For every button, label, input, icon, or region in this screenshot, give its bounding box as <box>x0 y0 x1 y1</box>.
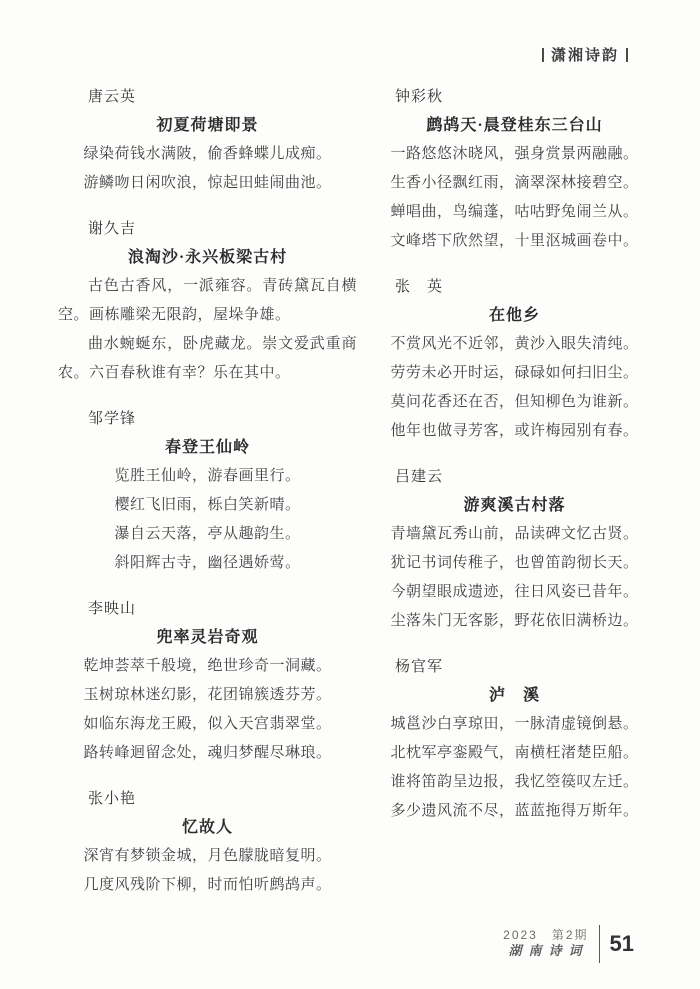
poem-section <box>365 462 664 636</box>
poem-author: 李映山 <box>88 600 137 617</box>
footer-divider <box>599 925 600 963</box>
poem-author: 吕建云 <box>395 468 444 485</box>
poem-author: 谢久吉 <box>88 220 137 237</box>
poem-title: 鹧鸪天·晨登桂东三台山 <box>426 117 603 134</box>
poem-line: 谁将笛韵呈边报，我忆箜篌叹左迁。 <box>390 774 639 790</box>
poem-title: 初夏荷塘即景 <box>156 117 259 134</box>
issue-label: 2023 第2期 <box>503 928 589 942</box>
poem-line: 生香小径飘红雨，滴翠深林接碧空。 <box>390 175 639 191</box>
poem-section <box>58 214 357 388</box>
poem-author: 钟彩秋 <box>395 88 444 105</box>
poem-line: 多少遗风流不尽，蓝蓝拖得万斯年。 <box>390 803 639 819</box>
section-header-title: 潇湘诗韵 <box>550 47 619 64</box>
poem-line: 文峰塔下欣然望，十里沤城画卷中。 <box>390 233 639 249</box>
poem-title: 泸 溪 <box>488 687 540 704</box>
poem-line: 他年也做寻芳客，或许梅园别有春。 <box>390 423 639 439</box>
poem-author: 唐云英 <box>88 88 137 105</box>
poem-line: 路转峰迴留念处，魂归梦醒尽琳琅。 <box>83 745 332 761</box>
poem-section <box>58 404 357 578</box>
page-number: 51 <box>609 931 634 956</box>
poem-line: 尘落朱门无客影，野花依旧满桥边。 <box>390 613 639 629</box>
poem-title: 游爽溪古村落 <box>463 497 566 514</box>
poem-line: 今朝望眼成遗迹，往日风姿已昔年。 <box>390 584 639 600</box>
page-header <box>0 44 628 65</box>
poem-line: 玉树琼林迷幻影，花团锦簇透芬芳。 <box>83 687 332 703</box>
header-bar-right-icon <box>626 48 628 62</box>
header-bar-left-icon <box>542 48 544 62</box>
poem-line: 乾坤荟萃千般境，绝世珍奇一洞藏。 <box>83 658 332 674</box>
poem-section <box>58 82 357 198</box>
poem-line: 蝉唱曲，鸟编蓬，咕咕野兔闹兰从。 <box>390 204 639 220</box>
poem-line: 览胜王仙岭，游春画里行。 <box>114 468 301 484</box>
poem-line: 城邕沙白享琼田，一脉清虚镜倒悬。 <box>390 716 639 732</box>
poem-section <box>365 652 664 826</box>
poem-line: 北枕军亭銮殿气，南横枉渚楚臣船。 <box>390 745 639 761</box>
poem-line: 如临东海龙王殿，似入天宫翡翠堂。 <box>83 716 332 732</box>
journal-name: 湖南诗词 <box>508 943 589 958</box>
poem-line: 樱红飞旧雨，栎白笑新晴。 <box>114 497 301 513</box>
poem-line: 几度风残阶下柳，时而怕听鹧鸪声。 <box>83 877 332 893</box>
poem-line: 莫问花香还在否，但知柳色为谁新。 <box>390 394 639 410</box>
poem-line: 不赏风光不近邻，黄沙入眼失清纯。 <box>390 336 639 352</box>
poem-line: 斜阳辉古寺，幽径遇娇莺。 <box>114 555 301 571</box>
poem-author: 邹学锋 <box>88 410 137 427</box>
poem-line: 青墙黛瓦秀山前，品读碑文忆古贤。 <box>390 526 639 542</box>
poem-title: 浪淘沙·永兴板梁古村 <box>127 249 288 266</box>
page-footer <box>503 925 634 963</box>
poem-section <box>58 594 357 768</box>
poem-stanza: 曲水蜿蜒东，卧虎藏龙。崇文爱武重商农。六百春秋谁有幸？乐在其中。 <box>58 336 357 381</box>
footer-issue-block <box>503 928 588 960</box>
poem-line: 绿染荷钱水满陂，偷香蜂蝶儿成痴。 <box>83 146 332 162</box>
right-column <box>365 82 664 916</box>
poem-title: 兜率灵岩奇观 <box>156 629 259 646</box>
poem-section <box>365 272 664 446</box>
poem-line: 劳劳未必开时运，碌碌如何扫旧尘。 <box>390 365 639 381</box>
poem-line: 深宵有梦锁金城，月色朦胧暗复明。 <box>83 848 332 864</box>
poem-section <box>58 784 357 900</box>
poem-author: 张 英 <box>395 278 444 295</box>
poem-section <box>365 82 664 256</box>
poem-line: 游鳞吻日闲吹浪，惊起田蛙闹曲池。 <box>83 175 332 191</box>
poem-line: 瀑自云天落，亭从趣韵生。 <box>114 526 301 542</box>
poem-author: 杨官军 <box>395 658 444 675</box>
left-column <box>58 82 357 916</box>
poem-title: 在他乡 <box>488 307 540 324</box>
poem-author: 张小艳 <box>88 790 137 807</box>
content-columns <box>58 82 664 916</box>
poem-title: 忆故人 <box>181 819 233 836</box>
poem-line: 一路悠悠沐晓风，强身赏景两融融。 <box>390 146 639 162</box>
poem-stanza: 古色古香风，一派雍容。青砖黛瓦自横空。画栋雕梁无限韵，屋垛争雄。 <box>58 278 357 323</box>
poem-title: 春登王仙岭 <box>164 439 250 456</box>
poem-line: 犹记书词传稚子，也曾笛韵彻长天。 <box>390 555 639 571</box>
